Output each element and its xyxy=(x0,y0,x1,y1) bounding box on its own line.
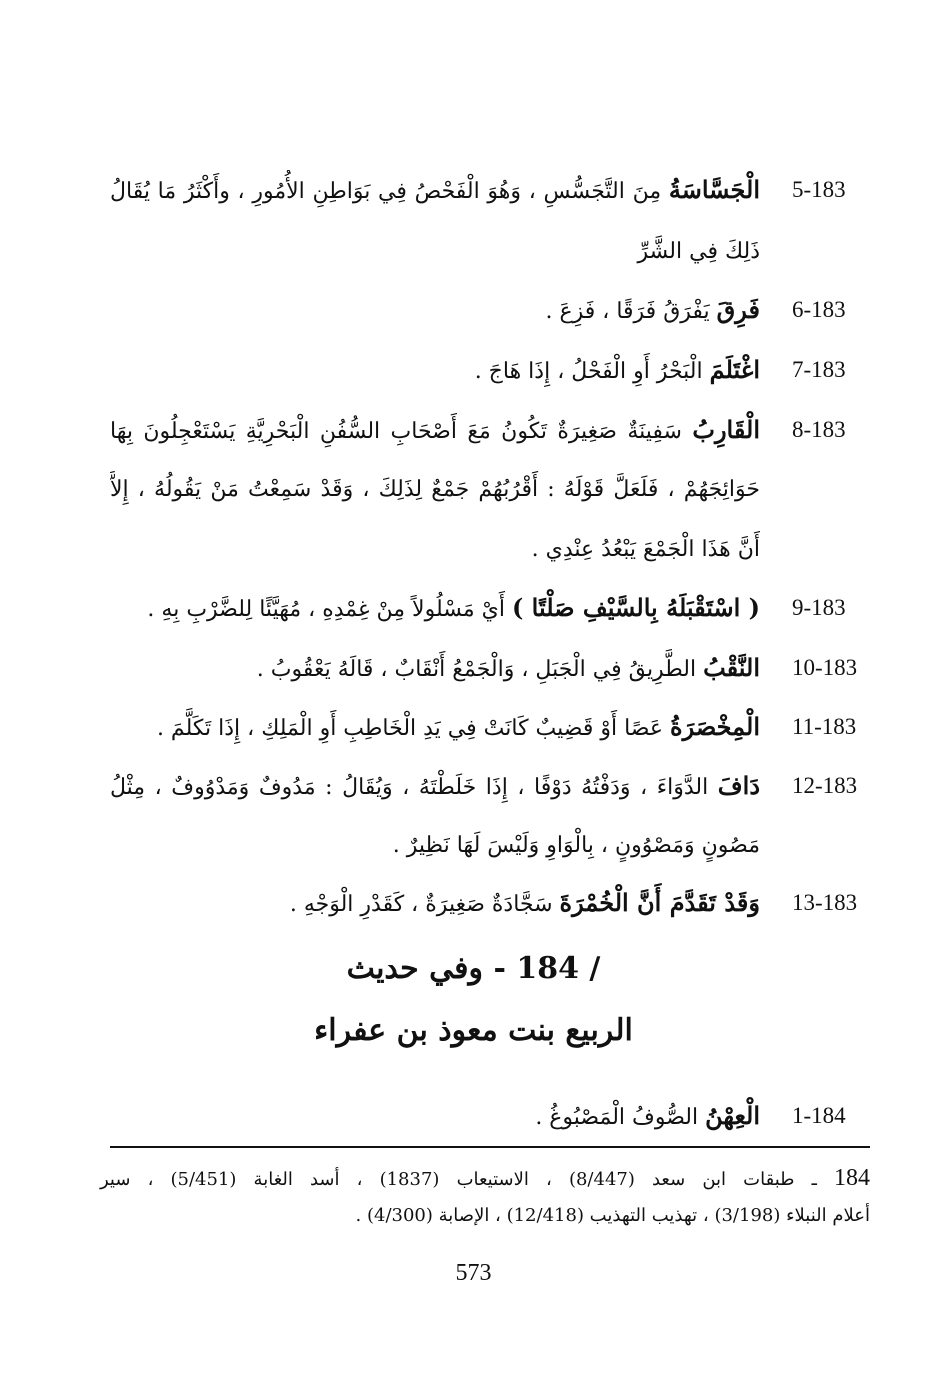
entry-text xyxy=(110,290,760,332)
entry-definition-line: سَفِينَةٌ صَغِيرَةٌ تَكُونُ مَعَ أَصْحَابِ السُّفُنِ الْبَحْرِيَّةِ يَسْتَعْجِلُونَ بِهَا xyxy=(110,419,682,444)
entry-number: 1-184 xyxy=(792,1103,846,1128)
entry-number: 5-183 xyxy=(792,177,846,202)
entry-number: 10-183 xyxy=(792,655,858,680)
entry-headword: اغْتَلَمَ xyxy=(709,355,760,384)
section-title-line-2: الربيع بنت معوذ بن عفراء xyxy=(314,1013,633,1048)
entry-definition-line: ذَلِكَ فِي الشَّرِّ xyxy=(637,239,760,264)
footnote-line-2: أعلام النبلاء (3/198) ، تهذيب التهذيب (12/418) ، الإصابة (4/300) . xyxy=(355,1205,870,1226)
entry-10-183 xyxy=(100,648,870,688)
entry-definition-line: أَنَّ هَذَا الْجَمْعَ يَبْعُدُ عِنْدِي . xyxy=(531,537,760,562)
footnote-divider xyxy=(110,1146,870,1148)
entry-definition-line: مِنَ التَّجَسُّسِ ، وَهُوَ الْفَحْصُ فِي بَوَاطِنِ الأُمُورِ ، وأَكْثَرُ مَا يُقَالُ xyxy=(110,179,662,204)
entry-definition-line: عَصًا أَوْ قَضِيبٌ كَانَتْ فِي يَدِ الْخَاطِبِ أَوِ الْمَلِكِ ، إِذَا تَكَلَّمَ . xyxy=(156,716,664,741)
entry-text xyxy=(110,170,760,212)
entry-number: 7-183 xyxy=(792,357,846,382)
footnote xyxy=(100,1160,870,1234)
entry-definition-line: يَفْرَقُ فَرَقًا ، فَزِعَ . xyxy=(545,299,710,324)
entry-9-183 xyxy=(100,588,870,628)
entry-definition-line: الصُّوفُ الْمَصْبُوغُ . xyxy=(535,1105,699,1130)
entry-headword: الْقَارِبُ xyxy=(692,415,760,444)
entry-5-183 xyxy=(100,170,870,272)
entry-8-183 xyxy=(100,410,870,570)
entry-number: 11-183 xyxy=(792,714,857,739)
entry-definition-line: الْبَحْرُ أَوِ الْفَحْلُ ، إِذَا هَاجَ . xyxy=(474,359,703,384)
entry-headword: الْعِهْنُ xyxy=(705,1101,760,1130)
entry-number: 6-183 xyxy=(792,297,846,322)
entry-1-184 xyxy=(100,1096,870,1136)
entry-text xyxy=(110,883,760,925)
entry-number: 9-183 xyxy=(792,595,846,620)
page-number: 573 xyxy=(455,1260,492,1286)
entry-number: 8-183 xyxy=(792,417,846,442)
entry-headword: دَافَ xyxy=(717,771,760,800)
entry-headword: ( اسْتَقْبَلَهُ بِالسَّيْفِ صَلْتًا ) xyxy=(511,593,760,622)
entry-headword: النَّقْبُ xyxy=(703,653,760,682)
entry-text xyxy=(110,588,760,630)
entry-number: 13-183 xyxy=(792,890,858,915)
entry-headword: الْمِخْصَرَةُ xyxy=(670,712,760,741)
entry-headword: الْجَسَّاسَةُ xyxy=(668,175,760,204)
entry-12-183 xyxy=(100,766,870,866)
entry-definition-line: سَجَّادَةٌ صَغِيرَةٌ ، كَقَدْرِ الْوَجْهِ . xyxy=(289,892,553,917)
entry-headword: وَقَدْ تَقَدَّمَ أَنَّ الْخُمْرَةَ xyxy=(559,888,760,917)
footnote-line-1 xyxy=(100,1160,870,1198)
section-title-line-1: / 184 - وفي حديث xyxy=(346,951,601,986)
entry-11-183 xyxy=(100,707,870,747)
entry-headword: فَرِقَ xyxy=(716,295,760,324)
entry-definition-line: الطَّرِيقُ فِي الْجَبَلِ ، وَالْجَمْعُ أَنْقَابٌ ، قَالَهُ يَعْقُوبُ . xyxy=(256,657,697,682)
footnote-number: 184 xyxy=(833,1165,870,1191)
entry-number: 12-183 xyxy=(792,773,858,798)
entry-definition-line: الدَّوَاءَ ، وَدَفْتُهُ دَوْفًا ، إِذَا خَلَطْتَهُ ، وَيُقَالُ : مَدُوفٌ وَمَدْوُوفٌ ، مِثْلُ xyxy=(110,775,709,800)
entry-definition-line: مَصُونٍ وَمَصْوُونٍ ، بِالْوَاوِ وَلَيْسَ لَهَا نَظِيرٌ . xyxy=(392,833,760,858)
entry-13-183 xyxy=(100,883,870,923)
entry-text xyxy=(110,1096,760,1138)
entry-text xyxy=(110,766,760,808)
entry-definition-line: حَوَائِجَهُمْ ، فَلَعَلَّ قَوْلَهُ : أَقْرُبُهُمْ جَمْعٌ لِذَلِكَ ، وَقَدْ سَمِعْتُ مَنْ يَقُولُهُ ، إِلاَّ xyxy=(110,477,760,502)
entry-definition-line: أَيْ مَسْلُولاً مِنْ غِمْدِهِ ، مُهَيَّئًا لِلضَّرْبِ بِهِ . xyxy=(147,597,505,622)
entry-text xyxy=(110,410,760,452)
entry-text xyxy=(110,350,760,392)
entry-text xyxy=(110,648,760,690)
entry-6-183 xyxy=(100,290,870,330)
entry-text xyxy=(110,707,760,749)
entry-7-183 xyxy=(100,350,870,390)
footnote-text: ـ طبقات ابن سعد (8/447) ، الاستيعاب (1837) ، أسد الغابة (5/451) ، سير xyxy=(100,1169,817,1190)
